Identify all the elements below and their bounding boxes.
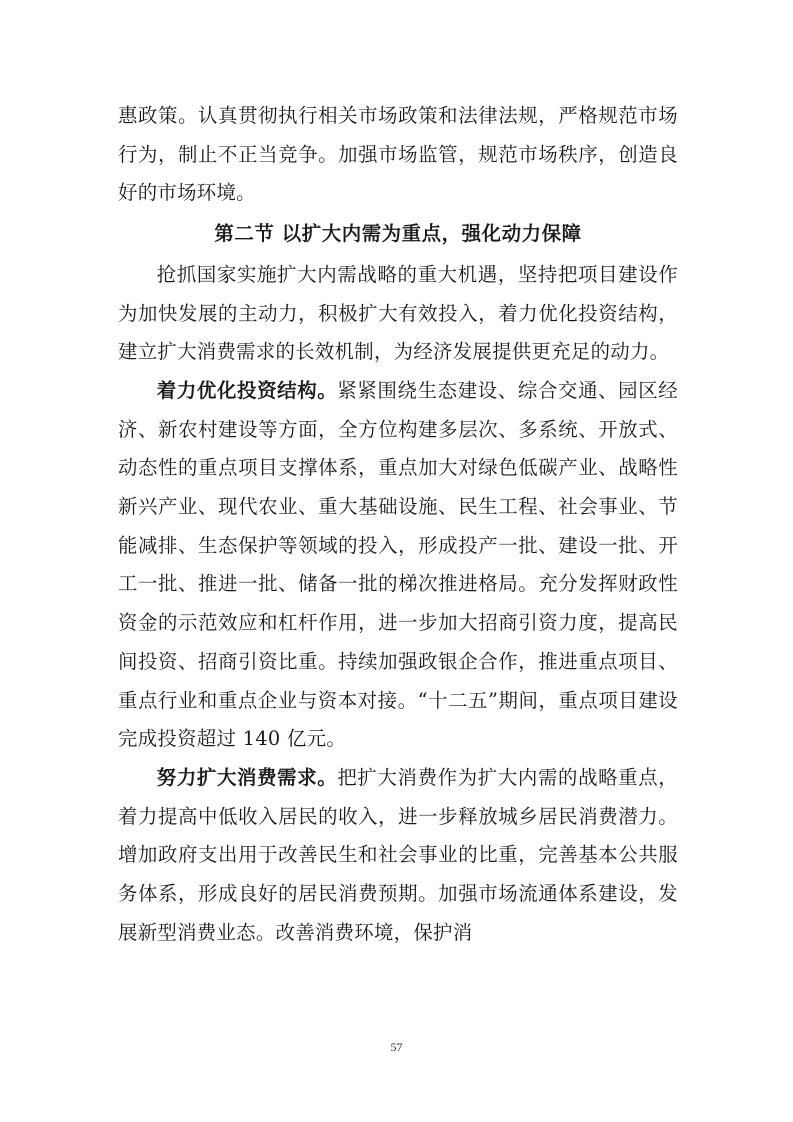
paragraph-text: 惠政策。认真贯彻执行相关市场政策和法律法规，严格规范市场行为，制止不正当竞争。加强市场监管，规范市场秩序，创造良好的市场环境。 [118,104,678,205]
paragraph-investment [118,372,678,759]
paragraph-continued [118,97,678,213]
paragraph-lead: 努力扩大消费需求。 [156,765,338,789]
paragraph-text: 把扩大消费作为扩大内需的战略重点，着力提高中低收入居民的收入，进一步释放城乡居民消费潜力。增加政府支出用于改善民生和社会事业的比重，完善基本公共服务体系，形成良好的居民消费预期。加强市场流通体系建设，发展新型消费业态。改善消费环境，保护消 [118,765,678,944]
paragraph-text: 紧紧围绕生态建设、综合交通、园区经济、新农村建设等方面，全方位构建多层次、多系统、开放式、动态性的重点项目支撑体系，重点加大对绿色低碳产业、战略性新兴产业、现代农业、重大基础设施、民生工程、社会事业、节能减排、生态保护等领域的投入，形成投产一批、建设一批、开工一批、推进一批、储备一批的梯次推进格局。充分发挥财政性资金的示范效应和杠杆作用，进一步加大招商引资力度，提高民间投资、招商引资比重。持续加强政银企合作，推进重点项目、重点行业和重点企业与资本对接。“十二五”期间，重点项目建设完成投资超过 140 亿元。 [118,378,678,751]
section-heading: 第二节 以扩大内需为重点，强化动力保障 [214,222,582,246]
paragraph-lead: 着力优化投资结构。 [156,378,338,402]
paragraph-text: 抢抓国家实施扩大内需战略的重大机遇，坚持把项目建设作为加快发展的主动力，积极扩大有效投入，着力优化投资结构，建立扩大消费需求的长效机制，为经济发展提供更充足的动力。 [118,262,678,364]
page-number: 57 [390,1040,403,1054]
paragraph-consumption [118,759,678,953]
document-page [118,97,678,952]
paragraph-intro [118,256,678,372]
